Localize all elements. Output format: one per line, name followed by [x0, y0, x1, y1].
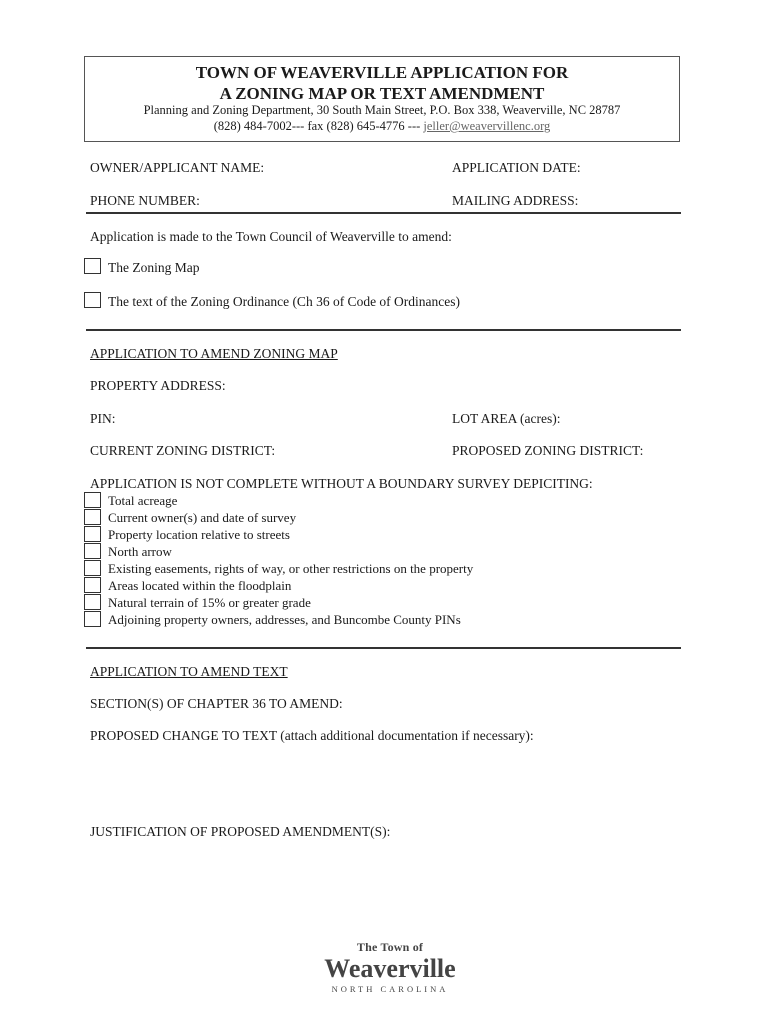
sections-to-amend-label: SECTION(S) OF CHAPTER 36 TO AMEND:	[90, 696, 343, 711]
survey-checkbox[interactable]	[84, 611, 101, 627]
current-zoning-district-label: CURRENT ZONING DISTRICT:	[90, 443, 276, 458]
survey-checkbox[interactable]	[84, 543, 101, 559]
survey-item: Natural terrain of 15% or greater grade	[108, 595, 311, 610]
phone-number-label: PHONE NUMBER:	[90, 193, 200, 208]
divider	[86, 329, 681, 331]
logo-bottom-text: NORTH CAROLINA	[331, 984, 449, 994]
pin-label: PIN:	[90, 411, 116, 426]
survey-requirement-heading: APPLICATION IS NOT COMPLETE WITHOUT A BOUNDARY SURVEY DEPICITING:	[90, 476, 593, 491]
owner-applicant-name-label: OWNER/APPLICANT NAME:	[90, 160, 265, 175]
survey-checkbox[interactable]	[84, 492, 101, 508]
divider	[86, 647, 681, 649]
logo-main-text: Weaverville	[324, 954, 456, 983]
survey-checkbox[interactable]	[84, 509, 101, 525]
divider	[86, 212, 681, 214]
zoning-map-option-label: The Zoning Map	[108, 260, 200, 275]
survey-item: Existing easements, rights of way, or other restrictions on the property	[108, 561, 474, 576]
logo-top-text: The Town of	[356, 940, 424, 954]
zoning-text-option-label: The text of the Zoning Ordinance (Ch 36 of Code of Ordinances)	[108, 294, 461, 309]
text-amend-heading: APPLICATION TO AMEND TEXT	[90, 664, 288, 679]
form-title-line2: A ZONING MAP OR TEXT AMENDMENT	[219, 84, 545, 103]
survey-item: Total acreage	[108, 493, 178, 508]
application-date-label: APPLICATION DATE:	[452, 160, 581, 175]
proposed-change-label: PROPOSED CHANGE TO TEXT (attach additional documentation if necessary):	[90, 728, 534, 743]
proposed-zoning-district-label: PROPOSED ZONING DISTRICT:	[452, 443, 644, 458]
property-address-label: PROPERTY ADDRESS:	[90, 378, 226, 393]
mailing-address-label: MAILING ADDRESS:	[452, 193, 579, 208]
zoning-map-heading: APPLICATION TO AMEND ZONING MAP	[90, 346, 338, 361]
survey-item: Current owner(s) and date of survey	[108, 510, 297, 525]
department-address: Planning and Zoning Department, 30 South Main Street, P.O. Box 338, Weaverville, NC 28787	[143, 103, 621, 117]
amend-intro: Application is made to the Town Council of Weaverville to amend:	[90, 229, 452, 244]
survey-checkbox[interactable]	[84, 526, 101, 542]
survey-item: Areas located within the floodplain	[108, 578, 292, 593]
survey-item: Adjoining property owners, addresses, and Buncombe County PINs	[108, 612, 461, 627]
form-title-line1: TOWN OF WEAVERVILLE APPLICATION FOR	[195, 63, 569, 82]
email-link[interactable]: jeller@weavervillenc.org	[423, 119, 551, 133]
lot-area-label: LOT AREA (acres):	[452, 411, 561, 426]
town-logo	[300, 940, 480, 994]
zoning-text-checkbox[interactable]	[84, 292, 101, 308]
survey-item: North arrow	[108, 544, 172, 559]
zoning-map-checkbox[interactable]	[84, 258, 101, 274]
contact-line	[84, 119, 680, 134]
survey-checkbox[interactable]	[84, 594, 101, 610]
justification-label: JUSTIFICATION OF PROPOSED AMENDMENT(S):	[90, 824, 391, 839]
survey-checkbox[interactable]	[84, 560, 101, 576]
survey-item: Property location relative to streets	[108, 527, 290, 542]
contact-phones: (828) 484-7002--- fax (828) 645-4776 ---	[213, 119, 424, 133]
survey-checkbox[interactable]	[84, 577, 101, 593]
